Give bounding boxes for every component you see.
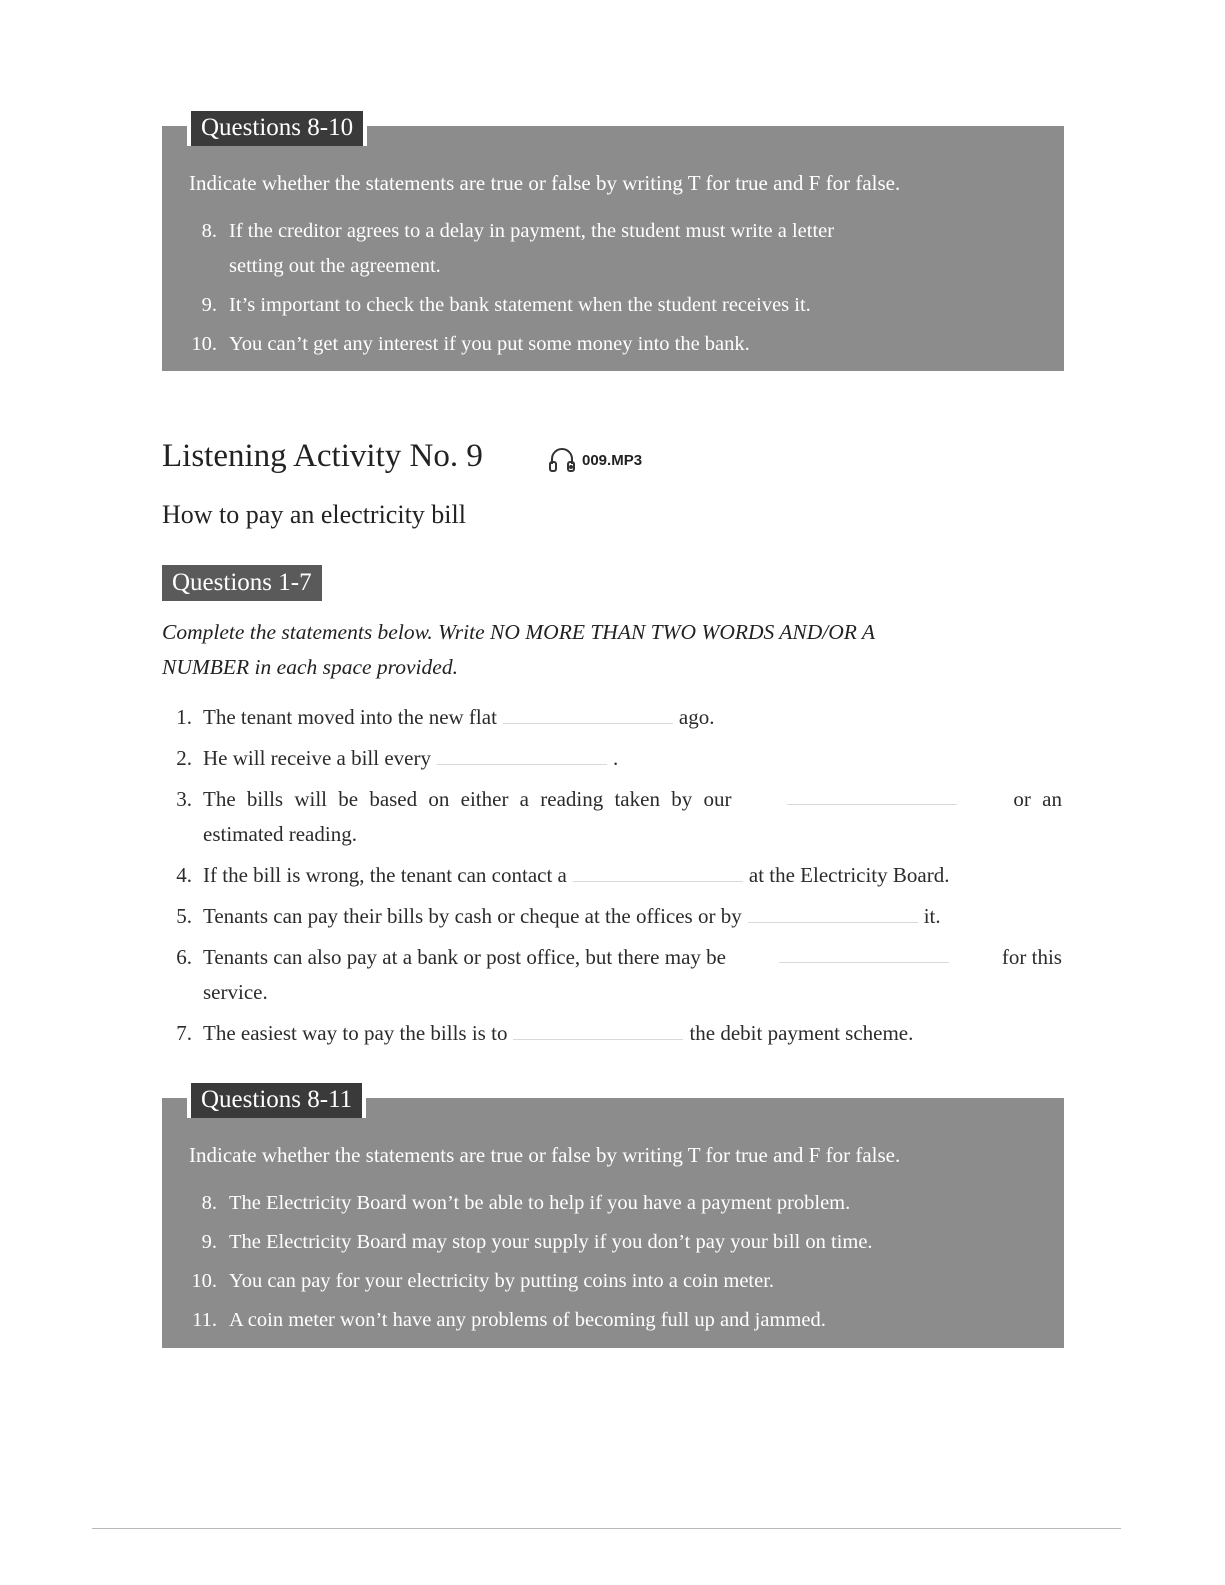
- answer-blank-5[interactable]: [748, 900, 918, 923]
- activity-title: Listening Activity No. 9: [162, 438, 483, 474]
- box-instruction: Indicate whether the statements are true or false by writing T for true and F for false.: [189, 1143, 901, 1167]
- question-5: 5. Tenants can pay their bills by cash or cheque at the offices or by it.: [162, 899, 1062, 934]
- question-4: 4. If the bill is wrong, the tenant can contact a at the Electricity Board.: [162, 858, 1062, 893]
- list-item: 9. The Electricity Board may stop your supply if you don’t pay your bill on time.: [201, 1231, 873, 1253]
- questions-8-10-box: [162, 114, 1064, 371]
- list-item: 8. If the creditor agrees to a delay in payment, the student must write a letter setting out the agreement.: [201, 220, 835, 277]
- box-question-list: [189, 214, 1044, 366]
- section-tab: Questions 1-7: [162, 565, 322, 601]
- answer-blank-2[interactable]: [437, 742, 607, 765]
- fill-in-question-list: [162, 700, 1062, 1057]
- question-7: 7. The easiest way to pay the bills is to the debit payment scheme.: [162, 1016, 1062, 1051]
- questions-8-11-box: [162, 1086, 1064, 1348]
- list-item: 10. You can pay for your electricity by putting coins into a coin meter.: [191, 1270, 775, 1292]
- answer-blank-4[interactable]: [573, 859, 743, 882]
- answer-blank-7[interactable]: [513, 1017, 683, 1040]
- answer-blank-1[interactable]: [503, 701, 673, 724]
- question-3: 3. The bills will be based on either a reading taken by our or an estimated reading.: [162, 782, 1062, 852]
- section-instruction: Complete the statements below. Write NO MORE THAN TWO WORDS AND/OR A NUMBER in each space provided.: [162, 620, 876, 679]
- box-tab: Questions 8-10: [187, 111, 367, 146]
- list-item: 10. You can’t get any interest if you put some money into the bank.: [191, 333, 750, 355]
- question-2: 2. He will receive a bill every .: [162, 741, 1062, 776]
- answer-blank-3[interactable]: [787, 782, 957, 805]
- question-6: 6. Tenants can also pay at a bank or post office, but there may be for this service.: [162, 940, 1062, 1010]
- box-instruction: Indicate whether the statements are true or false by writing T for true and F for false.: [189, 171, 901, 195]
- box-question-list: [189, 1186, 1044, 1342]
- list-item: 8. The Electricity Board won’t be able to help if you have a payment problem.: [201, 1192, 851, 1214]
- list-item: 9. It’s important to check the bank statement when the student receives it.: [201, 294, 811, 316]
- footer-divider: [92, 1528, 1121, 1529]
- answer-blank-6[interactable]: [779, 940, 949, 963]
- question-1: 1. The tenant moved into the new flat ago.: [162, 700, 1062, 735]
- audio-track[interactable]: [548, 447, 642, 473]
- headphones-icon: [548, 447, 576, 473]
- activity-subtitle: How to pay an electricity bill: [162, 500, 466, 529]
- box-tab: Questions 8-11: [187, 1083, 366, 1118]
- audio-label: 009.MP3: [582, 451, 643, 469]
- list-item: 11. A coin meter won’t have any problems of becoming full up and jammed.: [192, 1309, 826, 1331]
